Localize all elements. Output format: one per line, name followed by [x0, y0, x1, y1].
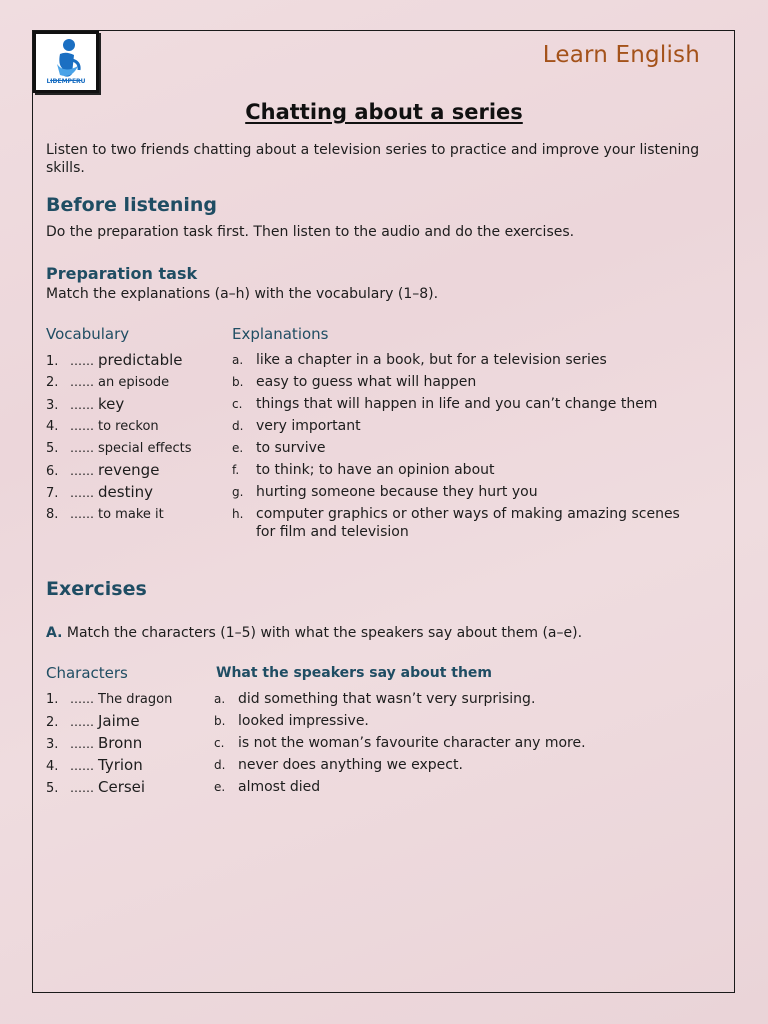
explanation-letter: g. [232, 485, 244, 499]
answer-blank: …… [70, 692, 94, 706]
vocab-term: key [98, 395, 125, 413]
preparation-instruction: Match the explanations (a–h) with the vocabulary (1–8). [46, 286, 439, 302]
vocab-term: predictable [98, 351, 183, 369]
answer-blank: …… [70, 354, 94, 368]
answer-blank: …… [70, 507, 94, 521]
exercise-a-label: A. [46, 625, 63, 641]
answer-blank: …… [70, 781, 94, 795]
explanation-item [232, 481, 538, 503]
explanation-letter: c. [232, 397, 243, 411]
character-number: 5. [46, 781, 59, 796]
before-listening-text: Do the preparation task first. Then listen to the audio and do the exercises. [46, 224, 575, 240]
explanation-text: things that will happen in life and you can’t change them [256, 396, 658, 412]
statements-header: What the speakers say about them [216, 665, 493, 681]
answer-blank: …… [70, 715, 94, 729]
vocab-item [46, 437, 191, 459]
explanation-letter: d. [232, 419, 244, 433]
answer-blank: …… [70, 737, 94, 751]
character-name: Cersei [98, 778, 146, 796]
character-name: The dragon [98, 692, 173, 707]
character-name: Jaime [98, 712, 140, 730]
vocab-number: 7. [46, 486, 59, 501]
explanation-text: hurting someone because they hurt you [256, 484, 538, 500]
explanation-item [232, 437, 326, 459]
explanation-letter: b. [232, 375, 244, 389]
statement-letter: e. [214, 780, 226, 794]
vocab-term: to reckon [98, 419, 159, 434]
before-listening-heading: Before listening [46, 194, 218, 216]
page-title-text: Chatting about a series [245, 100, 523, 124]
statement-text: never does anything we expect. [238, 757, 463, 773]
answer-blank: …… [70, 759, 94, 773]
explanation-item [232, 349, 607, 371]
explanation-item [232, 393, 657, 415]
answer-blank: …… [70, 419, 94, 433]
statement-text: is not the woman’s favourite character any more. [238, 735, 586, 751]
statement-text: looked impressive. [238, 713, 369, 729]
statement-text: did something that wasn’t very surprising. [238, 691, 536, 707]
character-item [46, 688, 172, 710]
answer-blank: …… [70, 464, 94, 478]
explanation-letter: h. [232, 507, 244, 521]
explanation-text: computer graphics or other ways of making amazing scenes [256, 506, 680, 522]
vocab-number: 8. [46, 507, 59, 522]
statement-letter: c. [214, 736, 225, 750]
answer-blank: …… [70, 398, 94, 412]
explanation-text: like a chapter in a book, but for a television series [256, 352, 607, 368]
character-item [46, 754, 143, 776]
character-name: Bronn [98, 734, 143, 752]
vocab-item [46, 349, 183, 371]
statement-item [214, 688, 535, 710]
vocab-number: 2. [46, 375, 59, 390]
brand-title: Learn English [542, 42, 700, 68]
answer-blank: …… [70, 375, 94, 389]
explanation-item [232, 415, 361, 437]
explanation-letter: a. [232, 353, 244, 367]
vocab-term: to make it [98, 507, 164, 522]
vocab-item [46, 481, 153, 503]
statement-item [214, 710, 369, 732]
answer-blank: …… [70, 486, 94, 500]
statement-text: almost died [238, 779, 321, 795]
character-item [46, 776, 145, 798]
vocab-number: 4. [46, 419, 59, 434]
intro-paragraph: Listen to two friends chatting about a television series to practice and improve your listening skills. [46, 142, 700, 176]
character-name: Tyrion [98, 756, 143, 774]
characters-header: Characters [46, 664, 128, 682]
vocab-term: destiny [98, 483, 153, 501]
vocab-item [46, 371, 169, 393]
explanation-text-continued [256, 521, 409, 543]
vocabulary-header: Vocabulary [46, 325, 130, 343]
statement-item [214, 732, 586, 754]
character-item [46, 710, 140, 732]
exercise-a-text: Match the characters (1–5) with what the speakers say about them (a–e). [66, 625, 583, 641]
answer-blank: …… [70, 441, 94, 455]
vocab-item [46, 459, 159, 481]
preparation-heading: Preparation task [46, 264, 198, 283]
vocab-number: 5. [46, 441, 59, 456]
statement-item [214, 776, 320, 798]
character-number: 2. [46, 715, 59, 730]
character-item [46, 732, 142, 754]
page-title [0, 100, 768, 124]
explanations-header: Explanations [232, 325, 329, 343]
character-number: 1. [46, 692, 59, 707]
vocab-item [46, 503, 164, 525]
explanation-text: for film and television [256, 524, 409, 540]
explanation-text: very important [256, 418, 361, 434]
vocab-item [46, 415, 159, 437]
vocab-item [46, 393, 124, 415]
vocab-term: special effects [98, 441, 192, 456]
logo [33, 31, 99, 93]
vocab-number: 3. [46, 398, 59, 413]
statement-letter: a. [214, 692, 226, 706]
logo-text: LIDEMPERU [46, 78, 86, 85]
explanation-text: easy to guess what will happen [256, 374, 477, 390]
explanation-text: to survive [256, 440, 326, 456]
vocab-term: revenge [98, 461, 160, 479]
exercise-a-instruction [46, 625, 582, 641]
explanation-text: to think; to have an opinion about [256, 462, 495, 478]
explanation-item [232, 371, 476, 393]
character-number: 4. [46, 759, 59, 774]
vocab-number: 1. [46, 354, 59, 369]
statement-item [214, 754, 463, 776]
vocab-term: an episode [98, 375, 170, 390]
explanation-item [232, 459, 495, 481]
statement-letter: b. [214, 714, 226, 728]
vocab-number: 6. [46, 464, 59, 479]
statement-letter: d. [214, 758, 226, 772]
exercises-heading: Exercises [46, 578, 147, 600]
explanation-letter: e. [232, 441, 244, 455]
character-number: 3. [46, 737, 59, 752]
explanation-letter: f. [232, 463, 240, 477]
